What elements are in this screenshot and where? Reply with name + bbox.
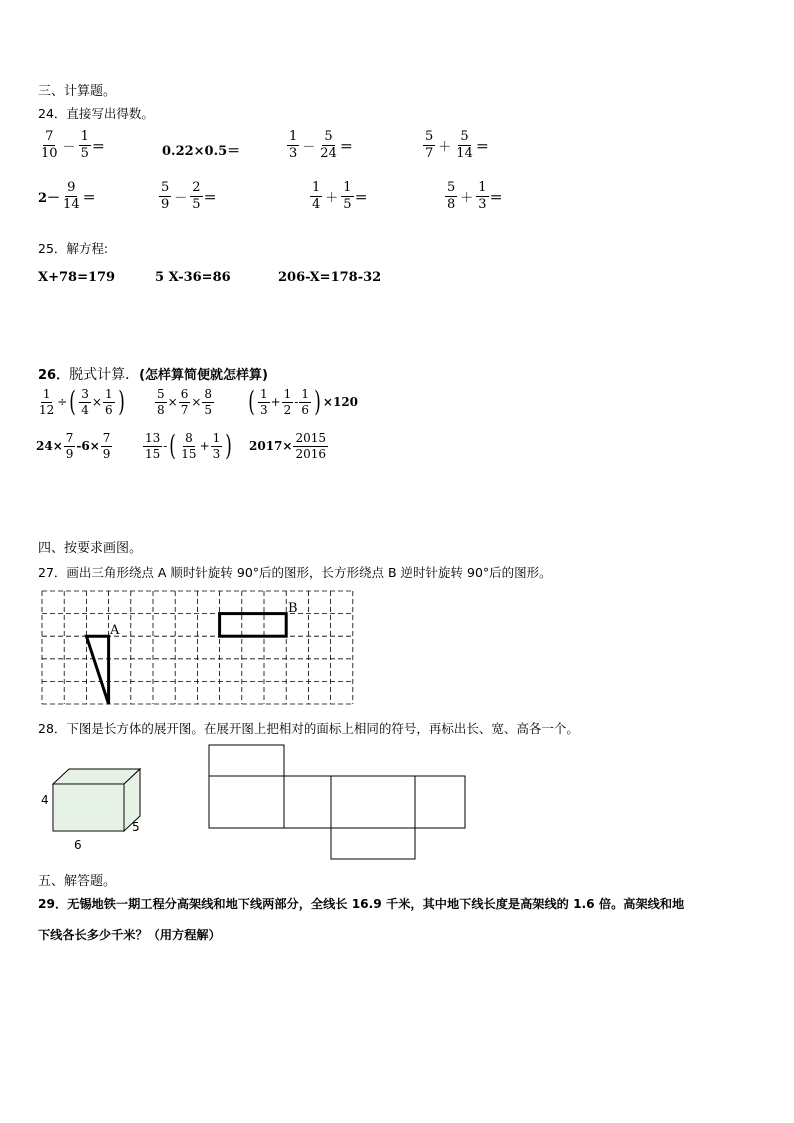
whole-part: 2－: [38, 190, 61, 206]
q25-title: 25．解方程:: [38, 241, 109, 256]
operator: ＋: [438, 139, 452, 155]
denominator: 9: [65, 446, 74, 461]
q24-expr-4: [422, 130, 489, 160]
denominator: 9: [102, 446, 111, 461]
net-face-1: [209, 776, 284, 828]
denominator: 10: [41, 145, 58, 161]
denominator: 4: [81, 402, 89, 417]
denominator: 9: [161, 196, 170, 212]
denominator: 5: [80, 145, 89, 161]
numerator: 5: [425, 129, 434, 144]
denominator: 5: [343, 196, 352, 212]
equals: ＝: [203, 190, 217, 206]
denominator: 24: [320, 145, 337, 161]
net-face-bottom: [331, 828, 415, 859]
equals: ＝: [339, 139, 353, 155]
numerator: 1: [478, 180, 487, 195]
multiplier: ×120: [322, 395, 359, 410]
rectangle-shape: [220, 614, 287, 637]
numerator: 5: [324, 129, 333, 144]
numerator: 7: [65, 431, 74, 445]
denominator: 3: [212, 446, 221, 461]
point-b-label: B: [288, 601, 298, 616]
numerator: 1: [104, 387, 113, 401]
q27-title: 27．画出三角形绕点 A 顺时针旋转 90°后的图形，长方形绕点 B 逆时针旋转 90°后的图形。: [38, 565, 552, 580]
numerator: 1: [343, 180, 352, 195]
denominator: 14: [63, 196, 80, 212]
q26-expr-1: [36, 385, 127, 419]
denominator: 3: [259, 402, 268, 417]
numerator: 1: [212, 431, 221, 445]
q24-title: 24．直接写出得数。: [38, 106, 154, 121]
operator: ×: [167, 395, 178, 410]
denominator: 2: [283, 402, 292, 417]
numerator: 9: [67, 180, 76, 195]
numerator: 1: [42, 387, 51, 401]
operator: ＋: [325, 190, 339, 206]
right-paren: ): [314, 385, 321, 419]
q26-number: 26．: [38, 368, 70, 383]
numerator: 1: [312, 180, 321, 195]
numerator: 5: [460, 129, 469, 144]
numerator: 13: [145, 431, 161, 445]
left-paren: (: [248, 385, 255, 419]
numerator: 7: [45, 129, 54, 144]
q24-expr-2: 0.22×0.5＝: [162, 144, 241, 159]
numerator: 1: [80, 129, 89, 144]
operator: ＋: [460, 190, 474, 206]
operator: －: [302, 139, 316, 155]
denominator: 6: [104, 402, 113, 417]
section-3-heading: 三、计算题。: [38, 84, 117, 99]
operator: +: [270, 395, 281, 410]
right-paren: ): [225, 429, 233, 463]
q24-expr-8: [444, 181, 503, 211]
operator: -: [294, 395, 299, 410]
equals: ＝: [82, 190, 96, 206]
equals: ＝: [489, 190, 503, 206]
q29-line-2: 下线各长多少千米？（用方程解）: [38, 928, 221, 942]
equals: ＝: [475, 139, 489, 155]
left-paren: (: [169, 429, 177, 463]
denominator: 2016: [295, 446, 326, 461]
numerator: 2015: [295, 431, 326, 445]
numerator: 6: [180, 387, 189, 401]
q25-equation-1: X+78=179: [38, 270, 116, 285]
denominator: 3: [289, 145, 298, 161]
operator: －: [174, 190, 188, 206]
q26-expr-3: [246, 385, 359, 419]
middle-part: -6×: [76, 439, 100, 454]
denominator: 15: [145, 446, 161, 461]
numerator: 1: [289, 129, 298, 144]
length-label: 6: [74, 838, 82, 852]
q26-expr-5: [142, 429, 234, 463]
numerator: 5: [161, 180, 170, 195]
q28-title: 28．下图是长方体的展开图。在展开图上把相对的面标上相同的符号，再标出长、宽、高各一个。: [38, 721, 579, 736]
left-paren: (: [69, 385, 77, 419]
denominator: 14: [456, 145, 473, 161]
q24-expr-5: [38, 181, 96, 211]
q26-title-text: 脱式计算．: [69, 367, 140, 383]
numerator: 1: [301, 387, 309, 401]
denominator: 8: [447, 196, 456, 212]
denominator: 12: [39, 402, 55, 417]
right-paren: ): [117, 385, 125, 419]
equals: ＝: [354, 190, 368, 206]
equals: ＝: [91, 139, 105, 155]
q26-expr-4: [36, 432, 113, 460]
operator: ÷: [57, 395, 68, 410]
q26-expr-6: [249, 432, 329, 460]
operator: -: [163, 439, 168, 454]
q24-expr-3: [286, 130, 353, 160]
denominator: 4: [312, 196, 321, 212]
section-4-heading: 四、按要求画图。: [38, 541, 143, 556]
q25-equation-2: 5 X-36=86: [155, 270, 231, 285]
operator: +: [199, 439, 210, 454]
net-face-4: [415, 776, 465, 828]
q24-expr-1: [38, 130, 105, 160]
numerator: 2: [192, 180, 201, 195]
denominator: 3: [478, 196, 487, 212]
height-label: 4: [41, 793, 49, 807]
denominator: 8: [157, 402, 165, 417]
width-label: 5: [132, 820, 140, 834]
numerator: 7: [102, 431, 111, 445]
net-face-2: [284, 776, 331, 828]
numerator: 3: [81, 387, 89, 401]
numerator: 1: [283, 387, 292, 401]
cuboid-figure: [36, 764, 156, 854]
q29-line-1: 29．无锡地铁一期工程分高架线和地下线两部分，全线长 16.9 千米，其中地下线长度是高架线的 1.6 倍。高架线和地: [38, 897, 685, 911]
whole-part: 2017×: [249, 439, 293, 454]
operator: ×: [191, 395, 202, 410]
numerator: 5: [157, 387, 165, 401]
denominator: 7: [180, 402, 189, 417]
q26-expr-2: [154, 388, 215, 416]
triangle-shape: [86, 636, 108, 704]
numerator: 8: [185, 431, 193, 445]
whole-part: 24×: [36, 439, 63, 454]
net-face-3: [331, 776, 415, 828]
operator: ×: [91, 395, 102, 410]
numerator: 5: [447, 180, 456, 195]
operator: －: [62, 139, 76, 155]
denominator: 5: [192, 196, 201, 212]
denominator: 6: [301, 402, 309, 417]
point-a-label: A: [110, 623, 120, 638]
q26-title-note: (怎样算简便就怎样算): [139, 368, 268, 383]
q24-expr-7: [309, 181, 368, 211]
q25-equation-3: 206-X=178-32: [278, 270, 382, 285]
section-5-heading: 五、解答题。: [38, 874, 117, 889]
rotation-grid: [42, 591, 354, 705]
cuboid-front-fill: [54, 785, 123, 830]
net-face-top: [209, 745, 284, 776]
numerator: 1: [259, 387, 268, 401]
denominator: 15: [181, 446, 197, 461]
denominator: 7: [425, 145, 434, 161]
cuboid-net: [208, 744, 468, 862]
denominator: 5: [204, 402, 213, 417]
q24-expr-6: [158, 181, 217, 211]
numerator: 8: [204, 387, 213, 401]
q26-title: [38, 364, 268, 384]
